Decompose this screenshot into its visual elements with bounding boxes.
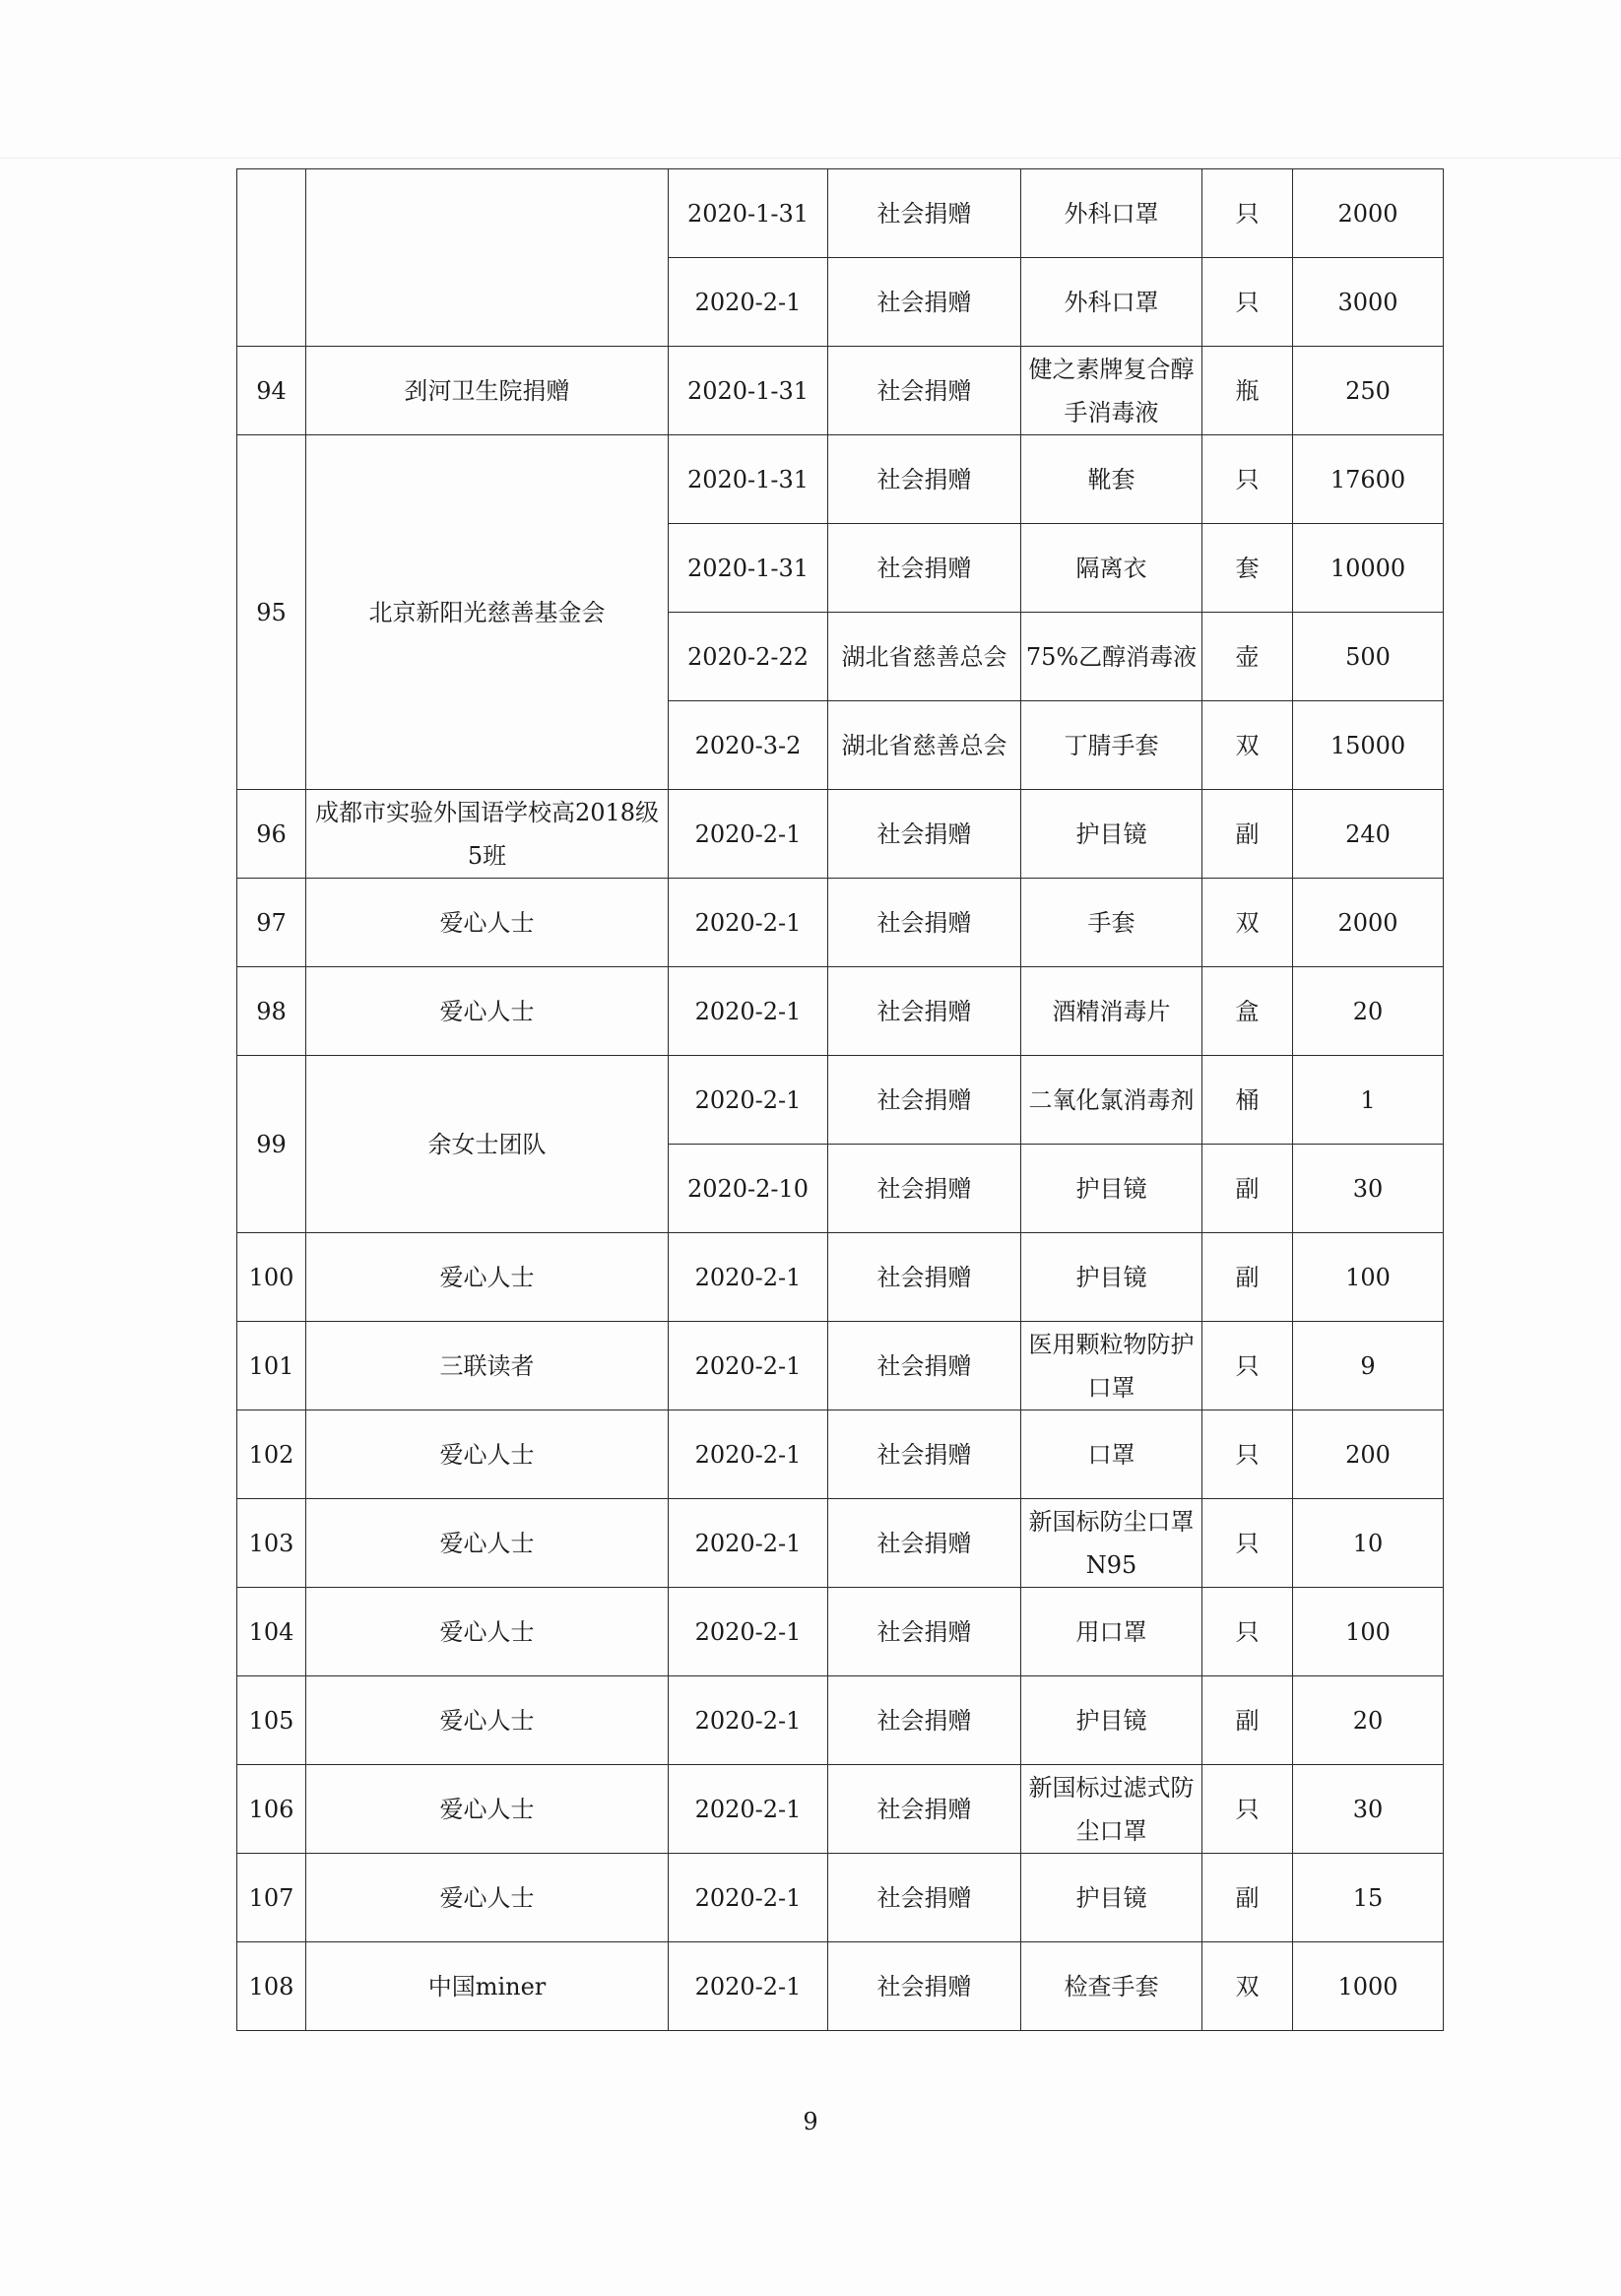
source-cell: 社会捐赠 bbox=[828, 1676, 1021, 1765]
source-cell: 社会捐赠 bbox=[828, 967, 1021, 1056]
date-cell: 2020-2-10 bbox=[669, 1145, 828, 1233]
unit-cell: 只 bbox=[1202, 1322, 1293, 1410]
date-cell: 2020-1-31 bbox=[669, 435, 828, 524]
unit-cell: 壶 bbox=[1202, 613, 1293, 701]
quantity-cell: 200 bbox=[1293, 1410, 1444, 1499]
row-number-cell: 99 bbox=[237, 1056, 306, 1233]
quantity-cell: 10 bbox=[1293, 1499, 1444, 1588]
row-number-cell: 105 bbox=[237, 1676, 306, 1765]
unit-cell: 盒 bbox=[1202, 967, 1293, 1056]
table-row bbox=[237, 169, 1444, 258]
date-cell: 2020-2-1 bbox=[669, 1676, 828, 1765]
quantity-cell: 250 bbox=[1293, 347, 1444, 435]
item-cell: 酒精消毒片 bbox=[1021, 967, 1202, 1056]
row-number-cell: 103 bbox=[237, 1499, 306, 1588]
date-cell: 2020-2-1 bbox=[669, 1499, 828, 1588]
row-number-cell: 102 bbox=[237, 1410, 306, 1499]
source-cell: 社会捐赠 bbox=[828, 879, 1021, 967]
unit-cell: 瓶 bbox=[1202, 347, 1293, 435]
donor-cell: 三联读者 bbox=[306, 1322, 669, 1410]
date-cell: 2020-1-31 bbox=[669, 347, 828, 435]
unit-cell: 副 bbox=[1202, 1854, 1293, 1942]
table-row bbox=[237, 347, 1444, 435]
unit-cell: 副 bbox=[1202, 790, 1293, 879]
source-cell: 社会捐赠 bbox=[828, 1322, 1021, 1410]
row-number-cell: 97 bbox=[237, 879, 306, 967]
source-cell: 湖北省慈善总会 bbox=[828, 613, 1021, 701]
date-cell: 2020-2-22 bbox=[669, 613, 828, 701]
item-cell: 护目镜 bbox=[1021, 1854, 1202, 1942]
date-cell: 2020-3-2 bbox=[669, 701, 828, 790]
quantity-cell: 2000 bbox=[1293, 879, 1444, 967]
row-number-cell: 96 bbox=[237, 790, 306, 879]
unit-cell: 只 bbox=[1202, 169, 1293, 258]
unit-cell: 双 bbox=[1202, 1942, 1293, 2031]
source-cell: 社会捐赠 bbox=[828, 1145, 1021, 1233]
quantity-cell: 15000 bbox=[1293, 701, 1444, 790]
date-cell: 2020-1-31 bbox=[669, 524, 828, 613]
item-cell: 护目镜 bbox=[1021, 1676, 1202, 1765]
source-cell: 社会捐赠 bbox=[828, 1233, 1021, 1322]
quantity-cell: 15 bbox=[1293, 1854, 1444, 1942]
quantity-cell: 3000 bbox=[1293, 258, 1444, 347]
item-cell: 护目镜 bbox=[1021, 1145, 1202, 1233]
item-cell: 手套 bbox=[1021, 879, 1202, 967]
item-cell: 外科口罩 bbox=[1021, 169, 1202, 258]
item-cell: 新国标防尘口罩N95 bbox=[1021, 1499, 1202, 1588]
table-row bbox=[237, 1233, 1444, 1322]
date-cell: 2020-2-1 bbox=[669, 1233, 828, 1322]
date-cell: 2020-2-1 bbox=[669, 1588, 828, 1676]
source-cell: 社会捐赠 bbox=[828, 1499, 1021, 1588]
donor-cell: 北京新阳光慈善基金会 bbox=[306, 435, 669, 790]
quantity-cell: 1000 bbox=[1293, 1942, 1444, 2031]
table-row bbox=[237, 790, 1444, 879]
row-number-cell: 95 bbox=[237, 435, 306, 790]
unit-cell: 只 bbox=[1202, 1499, 1293, 1588]
donor-cell: 成都市实验外国语学校高2018级5班 bbox=[306, 790, 669, 879]
date-cell: 2020-2-1 bbox=[669, 1410, 828, 1499]
donor-cell: 爱心人士 bbox=[306, 1233, 669, 1322]
date-cell: 2020-2-1 bbox=[669, 879, 828, 967]
unit-cell: 双 bbox=[1202, 701, 1293, 790]
table-row bbox=[237, 1854, 1444, 1942]
donor-cell bbox=[306, 169, 669, 347]
source-cell: 社会捐赠 bbox=[828, 347, 1021, 435]
donor-cell: 爱心人士 bbox=[306, 1854, 669, 1942]
date-cell: 2020-2-1 bbox=[669, 1942, 828, 2031]
item-cell: 丁腈手套 bbox=[1021, 701, 1202, 790]
table-row bbox=[237, 879, 1444, 967]
donor-cell: 爱心人士 bbox=[306, 1410, 669, 1499]
donor-cell: 爱心人士 bbox=[306, 879, 669, 967]
donor-cell: 爱心人士 bbox=[306, 1499, 669, 1588]
unit-cell: 副 bbox=[1202, 1233, 1293, 1322]
quantity-cell: 2000 bbox=[1293, 169, 1444, 258]
item-cell: 75%乙醇消毒液 bbox=[1021, 613, 1202, 701]
table-row bbox=[237, 1676, 1444, 1765]
date-cell: 2020-1-31 bbox=[669, 169, 828, 258]
row-number-cell: 106 bbox=[237, 1765, 306, 1854]
row-number-cell: 100 bbox=[237, 1233, 306, 1322]
source-cell: 湖北省慈善总会 bbox=[828, 701, 1021, 790]
unit-cell: 桶 bbox=[1202, 1056, 1293, 1145]
row-number-cell: 101 bbox=[237, 1322, 306, 1410]
row-number-cell: 94 bbox=[237, 347, 306, 435]
table-row bbox=[237, 1942, 1444, 2031]
item-cell: 二氧化氯消毒剂 bbox=[1021, 1056, 1202, 1145]
item-cell: 靴套 bbox=[1021, 435, 1202, 524]
unit-cell: 只 bbox=[1202, 258, 1293, 347]
quantity-cell: 1 bbox=[1293, 1056, 1444, 1145]
quantity-cell: 30 bbox=[1293, 1145, 1444, 1233]
quantity-cell: 100 bbox=[1293, 1233, 1444, 1322]
quantity-cell: 20 bbox=[1293, 967, 1444, 1056]
row-number-cell: 98 bbox=[237, 967, 306, 1056]
unit-cell: 只 bbox=[1202, 1765, 1293, 1854]
source-cell: 社会捐赠 bbox=[828, 1942, 1021, 2031]
item-cell: 护目镜 bbox=[1021, 1233, 1202, 1322]
date-cell: 2020-2-1 bbox=[669, 967, 828, 1056]
unit-cell: 只 bbox=[1202, 1588, 1293, 1676]
quantity-cell: 240 bbox=[1293, 790, 1444, 879]
unit-cell: 套 bbox=[1202, 524, 1293, 613]
unit-cell: 只 bbox=[1202, 1410, 1293, 1499]
item-cell: 用口罩 bbox=[1021, 1588, 1202, 1676]
row-number-cell: 108 bbox=[237, 1942, 306, 2031]
page-number: 9 bbox=[803, 2108, 818, 2135]
item-cell: 新国标过滤式防尘口罩 bbox=[1021, 1765, 1202, 1854]
donor-cell: 爱心人士 bbox=[306, 1765, 669, 1854]
donor-cell: 刭河卫生院捐赠 bbox=[306, 347, 669, 435]
donor-cell: 中国miner bbox=[306, 1942, 669, 2031]
donor-cell: 爱心人士 bbox=[306, 1676, 669, 1765]
donation-table bbox=[236, 168, 1444, 2031]
unit-cell: 副 bbox=[1202, 1145, 1293, 1233]
date-cell: 2020-2-1 bbox=[669, 1322, 828, 1410]
quantity-cell: 100 bbox=[1293, 1588, 1444, 1676]
quantity-cell: 10000 bbox=[1293, 524, 1444, 613]
source-cell: 社会捐赠 bbox=[828, 435, 1021, 524]
row-number-cell: 104 bbox=[237, 1588, 306, 1676]
unit-cell: 双 bbox=[1202, 879, 1293, 967]
source-cell: 社会捐赠 bbox=[828, 1056, 1021, 1145]
table-row bbox=[237, 1499, 1444, 1588]
unit-cell: 副 bbox=[1202, 1676, 1293, 1765]
item-cell: 外科口罩 bbox=[1021, 258, 1202, 347]
donor-cell: 爱心人士 bbox=[306, 1588, 669, 1676]
source-cell: 社会捐赠 bbox=[828, 1854, 1021, 1942]
item-cell: 医用颗粒物防护口罩 bbox=[1021, 1322, 1202, 1410]
table-row bbox=[237, 967, 1444, 1056]
table-row bbox=[237, 1588, 1444, 1676]
date-cell: 2020-2-1 bbox=[669, 1056, 828, 1145]
source-cell: 社会捐赠 bbox=[828, 1588, 1021, 1676]
source-cell: 社会捐赠 bbox=[828, 258, 1021, 347]
item-cell: 口罩 bbox=[1021, 1410, 1202, 1499]
donor-cell: 余女士团队 bbox=[306, 1056, 669, 1233]
table-row bbox=[237, 1765, 1444, 1854]
quantity-cell: 20 bbox=[1293, 1676, 1444, 1765]
table-row bbox=[237, 1322, 1444, 1410]
source-cell: 社会捐赠 bbox=[828, 169, 1021, 258]
source-cell: 社会捐赠 bbox=[828, 790, 1021, 879]
unit-cell: 只 bbox=[1202, 435, 1293, 524]
row-number-cell bbox=[237, 169, 306, 347]
table-row bbox=[237, 1410, 1444, 1499]
item-cell: 护目镜 bbox=[1021, 790, 1202, 879]
quantity-cell: 500 bbox=[1293, 613, 1444, 701]
source-cell: 社会捐赠 bbox=[828, 1765, 1021, 1854]
date-cell: 2020-2-1 bbox=[669, 1765, 828, 1854]
date-cell: 2020-2-1 bbox=[669, 1854, 828, 1942]
quantity-cell: 17600 bbox=[1293, 435, 1444, 524]
source-cell: 社会捐赠 bbox=[828, 1410, 1021, 1499]
source-cell: 社会捐赠 bbox=[828, 524, 1021, 613]
item-cell: 检查手套 bbox=[1021, 1942, 1202, 2031]
donor-cell: 爱心人士 bbox=[306, 967, 669, 1056]
item-cell: 健之素牌复合醇手消毒液 bbox=[1021, 347, 1202, 435]
scan-edge-line bbox=[0, 158, 1621, 159]
row-number-cell: 107 bbox=[237, 1854, 306, 1942]
quantity-cell: 9 bbox=[1293, 1322, 1444, 1410]
date-cell: 2020-2-1 bbox=[669, 258, 828, 347]
date-cell: 2020-2-1 bbox=[669, 790, 828, 879]
table-row bbox=[237, 1056, 1444, 1145]
item-cell: 隔离衣 bbox=[1021, 524, 1202, 613]
table-row bbox=[237, 435, 1444, 524]
quantity-cell: 30 bbox=[1293, 1765, 1444, 1854]
